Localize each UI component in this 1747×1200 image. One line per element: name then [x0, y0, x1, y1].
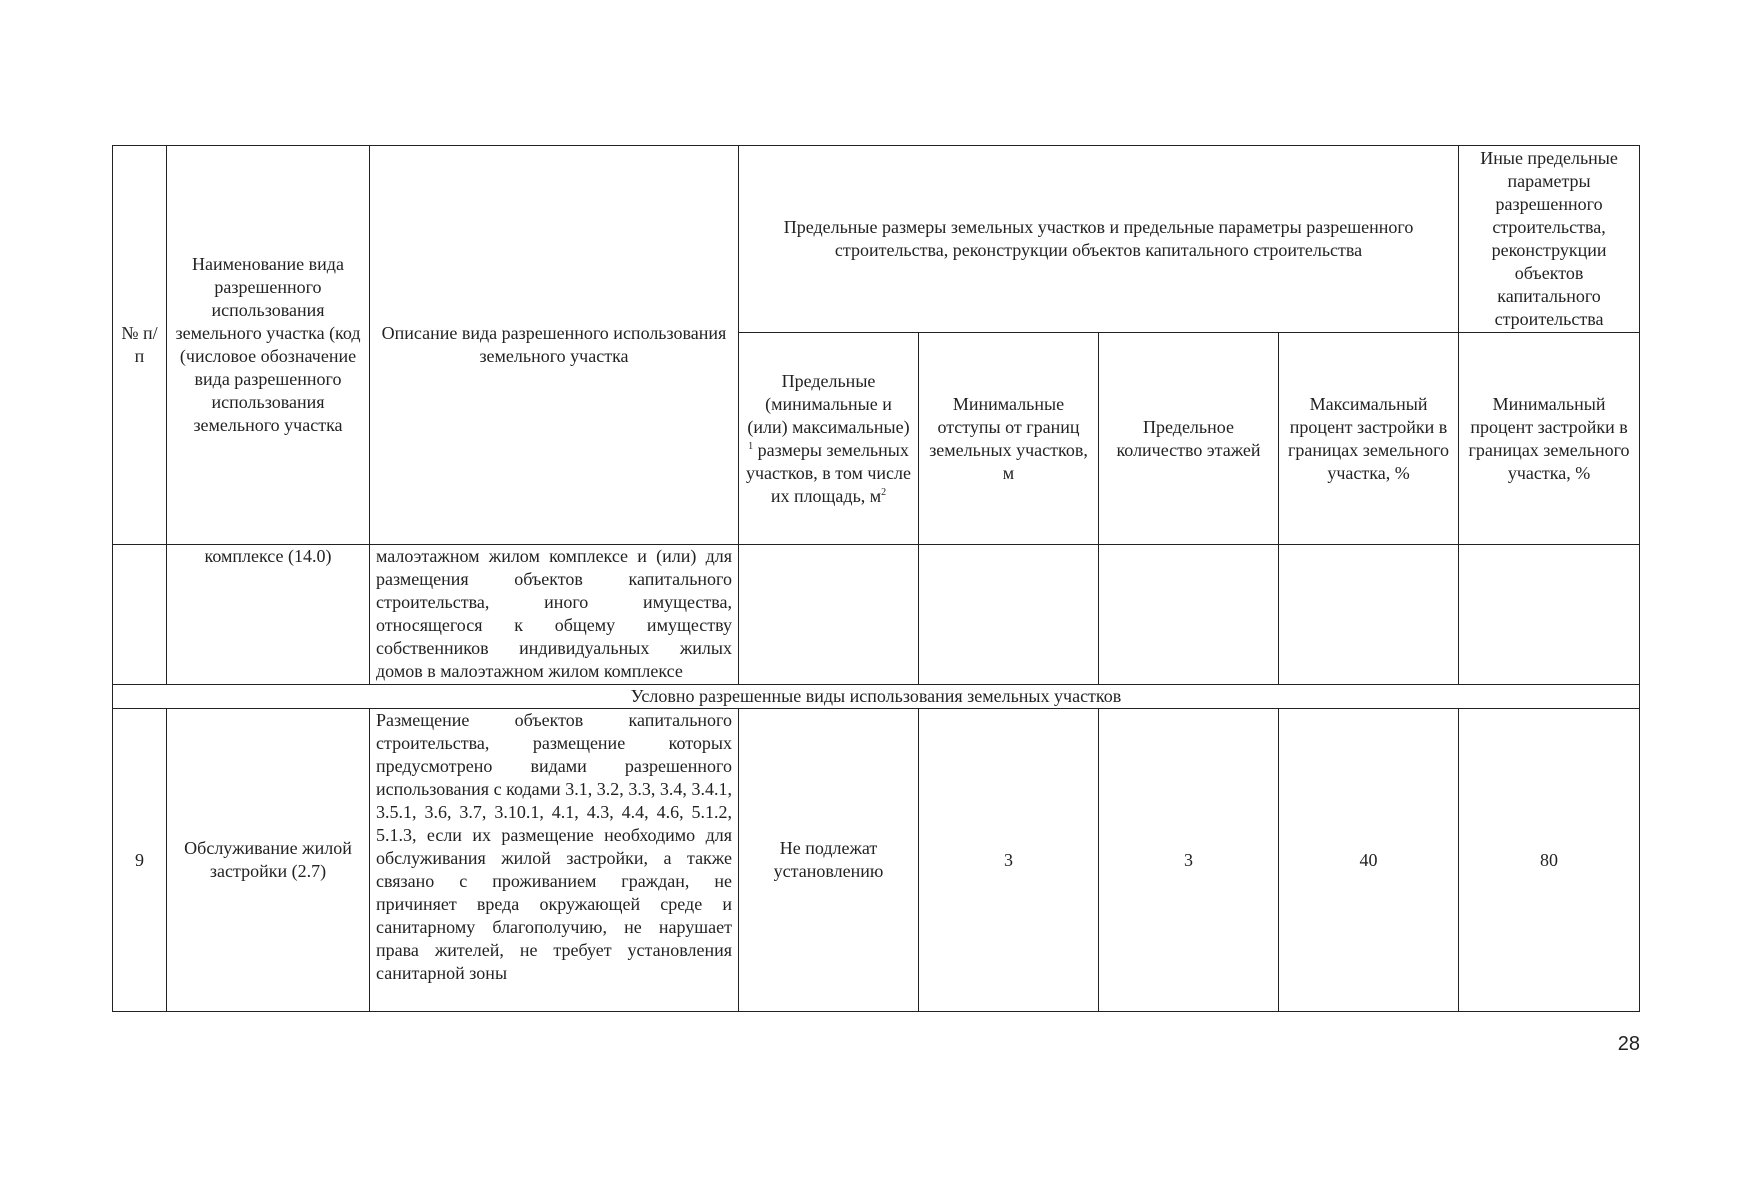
continued-name: комплексе (14.0): [167, 545, 370, 685]
header-size-footnote: 1: [748, 440, 754, 452]
row-floors: 3: [1099, 709, 1279, 1012]
header-num: № п/п: [113, 146, 167, 545]
header-size-text: Предельные (минимальные и (или) максимальные): [747, 370, 910, 437]
continued-size: [739, 545, 919, 685]
header-size-text2: размеры земельных участков, в том числе их площадь, м: [745, 439, 912, 506]
row-num: 9: [113, 709, 167, 1012]
row-name: Обслуживание жилой застройки (2.7): [167, 709, 370, 1012]
row-min-percent: 80: [1459, 709, 1640, 1012]
header-row-1: [113, 146, 1640, 333]
header-size-unit-sup: 2: [881, 486, 887, 498]
row-max-percent: 40: [1279, 709, 1459, 1012]
section-row: [113, 685, 1640, 709]
header-max-percent: Максимальный процент застройки в границах земельного участка, %: [1279, 333, 1459, 545]
row-description: [370, 709, 739, 1012]
page-number: 28: [1617, 1033, 1640, 1055]
row-size: Не подлежат установлению: [739, 709, 919, 1012]
continued-description: [370, 545, 739, 685]
header-other-group: Иные предельные параметры разрешенного строительства, реконструкции объектов капитального строительства: [1459, 146, 1640, 333]
continued-num: [113, 545, 167, 685]
section-title: Условно разрешенные виды использования земельных участков: [113, 685, 1640, 709]
land-use-table: [112, 145, 1640, 1012]
continued-description-text: малоэтажном жилом комплексе и (или) для размещения объектов капитального строительства, иного имущества, относящегося к общему имуществу собственников индивидуальных жилых: [376, 546, 732, 658]
continued-description-last: домов в малоэтажном жилом комплексе: [376, 661, 683, 681]
continued-row: [113, 545, 1640, 685]
header-size: [739, 333, 919, 545]
header-min-percent: Минимальный процент застройки в границах земельного участка, %: [1459, 333, 1640, 545]
table-row: [113, 709, 1640, 1012]
continued-min-percent: [1459, 545, 1640, 685]
header-name: Наименование вида разрешенного использования земельного участка (код (числовое обозначение вида разрешенного использования земельного участка: [167, 146, 370, 545]
continued-floors: [1099, 545, 1279, 685]
continued-setback: [919, 545, 1099, 685]
header-setback: Минимальные отступы от границ земельных участков, м: [919, 333, 1099, 545]
header-floors: Предельное количество этажей: [1099, 333, 1279, 545]
row-description-text: Размещение объектов капитального строительства, размещение которых предусмотрено видами разрешенного использования с кодами 3.1, 3.2, 3.3, 3.4, 3.4.1, 3.5.1, 3.6, 3.7, 3.10.1, 4.1, 4.3, 4.4, 4.6, 5.1.2, 5.1.3, если их размещение необходимо для обслуживания жилой застройки, а также связано с проживанием граждан, не причиняет вреда окружающей среде и санитарному благополучию, не нарушает права жителей, не требует установления: [376, 710, 732, 960]
header-limits-group: Предельные размеры земельных участков и предельные параметры разрешенного строительства, реконструкции объектов капитального строительства: [739, 146, 1459, 333]
row-setback: 3: [919, 709, 1099, 1012]
continued-max-percent: [1279, 545, 1459, 685]
row-description-last: санитарной зоны: [376, 963, 508, 983]
header-description: Описание вида разрешенного использования земельного участка: [370, 146, 739, 545]
